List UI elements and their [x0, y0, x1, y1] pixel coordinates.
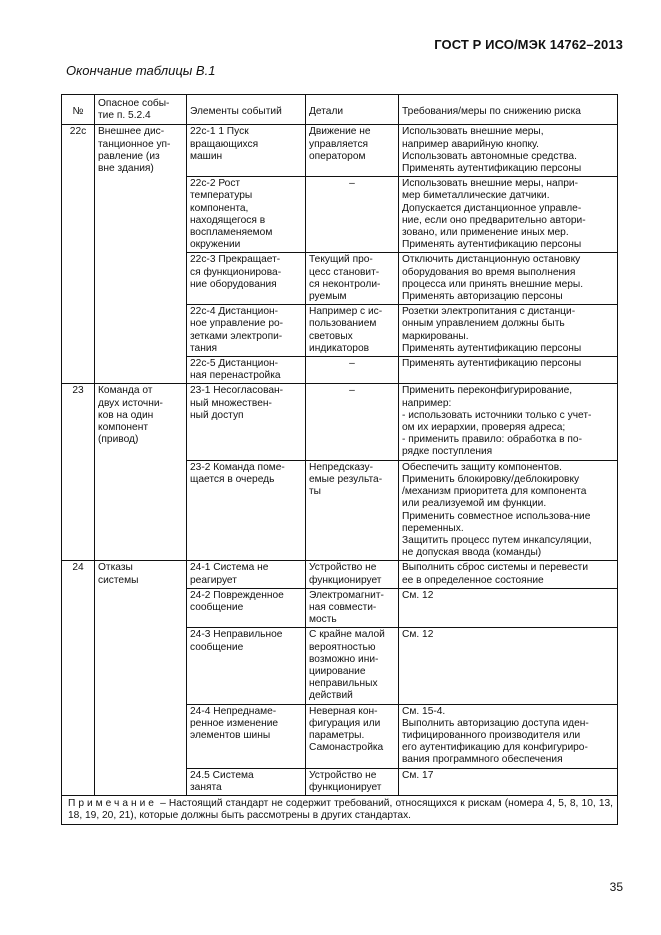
risk-measures: Обеспечить защиту компонентов. Применить блокировку/деблокировку /механизм приоритета для компонента или реализуемой им функции. Применить совместное использова-ние переменных. Защитить процесс путем инкапсуляции, не допуская ввода (команды) — [399, 460, 618, 561]
event-element: 24-4 Непреднаме- ренное изменение элементов шины — [187, 704, 306, 768]
row-number: 24 — [62, 561, 95, 796]
event-element: 23-1 Несогласован- ный множествен- ный доступ — [187, 384, 306, 460]
table-caption: Окончание таблицы В.1 — [66, 63, 216, 78]
event-details: Устройство не функционирует — [306, 561, 399, 588]
event-details: Текущий про- цесс становит- ся неконтроли- руемым — [306, 253, 399, 305]
column-header-number: № — [62, 95, 95, 125]
event-element: 22с-2 Рост температуры компонента, находящегося в воспламеняемом окружении — [187, 177, 306, 253]
event-details: С крайне малой вероятностью возможно ини- циирование неправильных действий — [306, 628, 399, 704]
risk-measures-table — [61, 94, 618, 825]
event-element: 22с-1 1 Пуск вращающихся машин — [187, 125, 306, 177]
event-details: Неверная кон- фигурация или параметры. Самонастройка — [306, 704, 399, 768]
page-number: 35 — [609, 880, 623, 894]
table-header-row — [62, 95, 618, 125]
risk-measures: Применять аутентификацию персоны — [399, 357, 618, 384]
event-details: – — [306, 384, 399, 460]
event-element: 24.5 Система занята — [187, 768, 306, 795]
note-label: Примечание — [68, 797, 157, 809]
row-number: 23 — [62, 384, 95, 561]
column-header-details: Детали — [306, 95, 399, 125]
note-text: – Настоящий стандарт не содержит требований, относящихся к рискам (номера 4, 5, 8, 10, 13, 18, 19, 20, 21), которые должны быть рассмотрены в других стандартах. — [68, 797, 613, 822]
hazard-event: Отказы системы — [95, 561, 187, 796]
event-element: 22с-3 Прекращает- ся функционирова- ние оборудования — [187, 253, 306, 305]
column-header-measures: Требования/меры по снижению риска — [399, 95, 618, 125]
hazard-event: Команда от двух источни- ков на один компонент (привод) — [95, 384, 187, 561]
event-element: 23-2 Команда поме- щается в очередь — [187, 460, 306, 561]
risk-measures: См. 15-4. Выполнить авторизацию доступа иден- тифицированного производителя или его аутентификацию для конфигуриро- вания программного обеспечения — [399, 704, 618, 768]
hazard-event: Внешнее дис- танционное уп- равление (из вне здания) — [95, 125, 187, 384]
event-element: 22с-5 Дистанцион- ная перенастройка — [187, 357, 306, 384]
event-element: 24-3 Неправильное сообщение — [187, 628, 306, 704]
event-element: 24-2 Поврежденное сообщение — [187, 588, 306, 628]
risk-measures: Розетки электропитания с дистанци- онным управлением должны быть маркированы. Применять аутентификацию персоны — [399, 305, 618, 357]
risk-measures: Использовать внешние меры, например аварийную кнопку. Использовать автономные средства. Применять аутентификацию персоны — [399, 125, 618, 177]
column-header-event: Опасное собы- тие п. 5.2.4 — [95, 95, 187, 125]
event-details: – — [306, 357, 399, 384]
risk-measures: Выполнить сброс системы и перевести ее в определенное состояние — [399, 561, 618, 588]
table-note — [62, 795, 618, 824]
table-row — [62, 125, 618, 177]
event-details: Непредсказу- емые результа- ты — [306, 460, 399, 561]
event-details: – — [306, 177, 399, 253]
table-row — [62, 384, 618, 460]
risk-measures: Применить переконфигурирование, например: - использовать источники только с учет- ом их иерархии, проверяя адреса; - применить правило: обработка в по- рядке поступления — [399, 384, 618, 460]
risk-measures: Использовать внешние меры, напри- мер биметаллические датчики. Допускается дистанционное управле- ние, если оно предварительно автори- зовано, или применение иных мер. Применять аутентификацию персоны — [399, 177, 618, 253]
document-standard-header: ГОСТ Р ИСО/МЭК 14762–2013 — [434, 37, 623, 52]
table-note-row — [62, 795, 618, 824]
row-number: 22с — [62, 125, 95, 384]
risk-measures: Отключить дистанционную остановку оборудования во время выполнения процесса или принять внешние меры. Применять авторизацию персоны — [399, 253, 618, 305]
risk-measures: См. 17 — [399, 768, 618, 795]
event-element: 24-1 Система не реагирует — [187, 561, 306, 588]
risk-measures: См. 12 — [399, 588, 618, 628]
column-header-elements: Элементы событий — [187, 95, 306, 125]
event-details: Устройство не функционирует — [306, 768, 399, 795]
event-details: Движение не управляется оператором — [306, 125, 399, 177]
risk-measures: См. 12 — [399, 628, 618, 704]
table-row — [62, 561, 618, 588]
event-element: 22с-4 Дистанцион- ное управление ро- зетками электропи- тания — [187, 305, 306, 357]
event-details: Например с ис- пользованием световых индикаторов — [306, 305, 399, 357]
event-details: Электромагнит- ная совмести- мость — [306, 588, 399, 628]
